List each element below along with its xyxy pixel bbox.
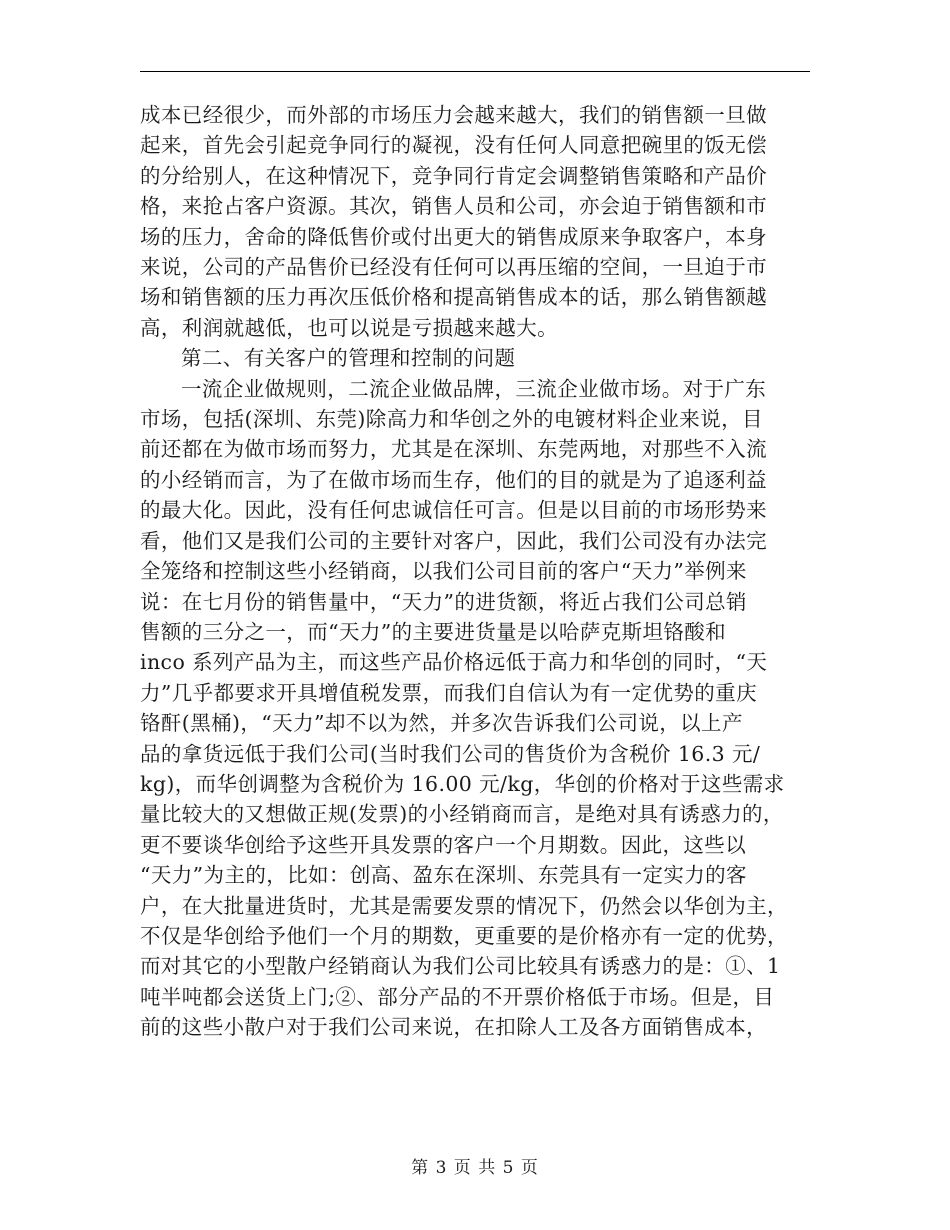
text-line: 吨半吨都会送货上门;②、部分产品的不开票价格低于市场。但是，目 xyxy=(140,984,775,1009)
paragraph xyxy=(140,343,810,373)
text-line: 看，他们又是我们公司的主要针对客户，因此，我们公司没有办法完 xyxy=(140,528,767,553)
document-body xyxy=(140,100,810,1043)
text-line: 而对其它的小型散户经销商认为我们公司比较具有诱惑力的是：①、1 xyxy=(140,954,781,979)
page-footer: 第 3 页 共 5 页 xyxy=(411,1158,539,1178)
paragraph xyxy=(140,100,810,343)
text-line: 量比较大的又想做正规(发票)的小经销商而言，是绝对具有诱惑力的， xyxy=(140,802,784,827)
text-line: 高，利润就越低，也可以说是亏损越来越大。 xyxy=(140,315,558,340)
text-line: kg)，而华创调整为含税价为 16.00 元/kg，华创的价格对于这些需求 xyxy=(140,771,785,796)
text-line: 一流企业做规则，二流企业做品牌，三流企业做市场。对于广东 xyxy=(181,376,767,401)
text-line: 力”几乎都要求开具增值税发票，而我们自信认为有一定优势的重庆 xyxy=(140,680,757,705)
text-line: 第二、有关客户的管理和控制的问题 xyxy=(181,346,516,371)
text-line: 前的这些小散户对于我们公司来说，在扣除人工及各方面销售成本， xyxy=(140,1015,767,1040)
text-line: 起来，首先会引起竞争同行的凝视，没有任何人同意把碗里的饭无偿 xyxy=(140,133,767,158)
text-line: 市场，包括(深圳、东莞)除高力和华创之外的电镀材料企业来说，目 xyxy=(140,407,763,432)
text-line: 场和销售额的压力再次压低价格和提高销售成本的话，那么销售额越 xyxy=(140,285,767,310)
text-line: 的小经销而言，为了在做市场而生存，他们的目的就是为了追逐利益 xyxy=(140,467,767,492)
text-line: 全笼络和控制这些小经销商，以我们公司目前的客户“天力”举例来 xyxy=(140,559,747,584)
text-line: inco 系列产品为主，而这些产品价格远低于高力和华创的同时，“天 xyxy=(140,650,768,675)
text-line: 售额的三分之一，而“天力”的主要进货量是以哈萨克斯坦铬酸和 xyxy=(140,619,727,644)
text-line: 品的拿货远低于我们公司(当时我们公司的售货价为含税价 16.3 元/ xyxy=(140,741,761,766)
text-line: 格，来抢占客户资源。其次，销售人员和公司，亦会迫于销售额和市 xyxy=(140,194,767,219)
text-line: 场的压力，舍命的降低售价或付出更大的销售成原来争取客户，本身 xyxy=(140,224,767,249)
text-line: 说：在七月份的销售量中，“天力”的进货额，将近占我们公司总销 xyxy=(140,589,747,614)
paragraph xyxy=(140,374,810,1043)
text-line: 不仅是华创给予他们一个月的期数，更重要的是价格亦有一定的优势， xyxy=(140,923,788,948)
text-line: 更不要谈华创给予这些开具发票的客户一个月期数。因此，这些以 xyxy=(140,832,747,857)
text-line: 的最大化。因此，没有任何忠诚信任可言。但是以目前的市场形势来 xyxy=(140,498,767,523)
text-line: “天力”为主的，比如：创高、盈东在深圳、东莞具有一定实力的客 xyxy=(140,863,747,888)
text-line: 前还都在为做市场而努力，尤其是在深圳、东莞两地，对那些不入流 xyxy=(140,437,767,462)
text-line: 户，在大批量进货时，尤其是需要发票的情况下，仍然会以华创为主， xyxy=(140,893,788,918)
text-line: 成本已经很少，而外部的市场压力会越来越大，我们的销售额一旦做 xyxy=(140,103,767,127)
header-rule xyxy=(140,71,810,72)
text-line: 的分给别人，在这种情况下，竞争同行肯定会调整销售策略和产品价 xyxy=(140,163,767,188)
text-line: 铬酐(黑桶)，“天力”却不以为然，并多次告诉我们公司说，以上产 xyxy=(140,711,743,736)
text-line: 来说，公司的产品售价已经没有任何可以再压缩的空间，一旦迫于市 xyxy=(140,255,767,280)
